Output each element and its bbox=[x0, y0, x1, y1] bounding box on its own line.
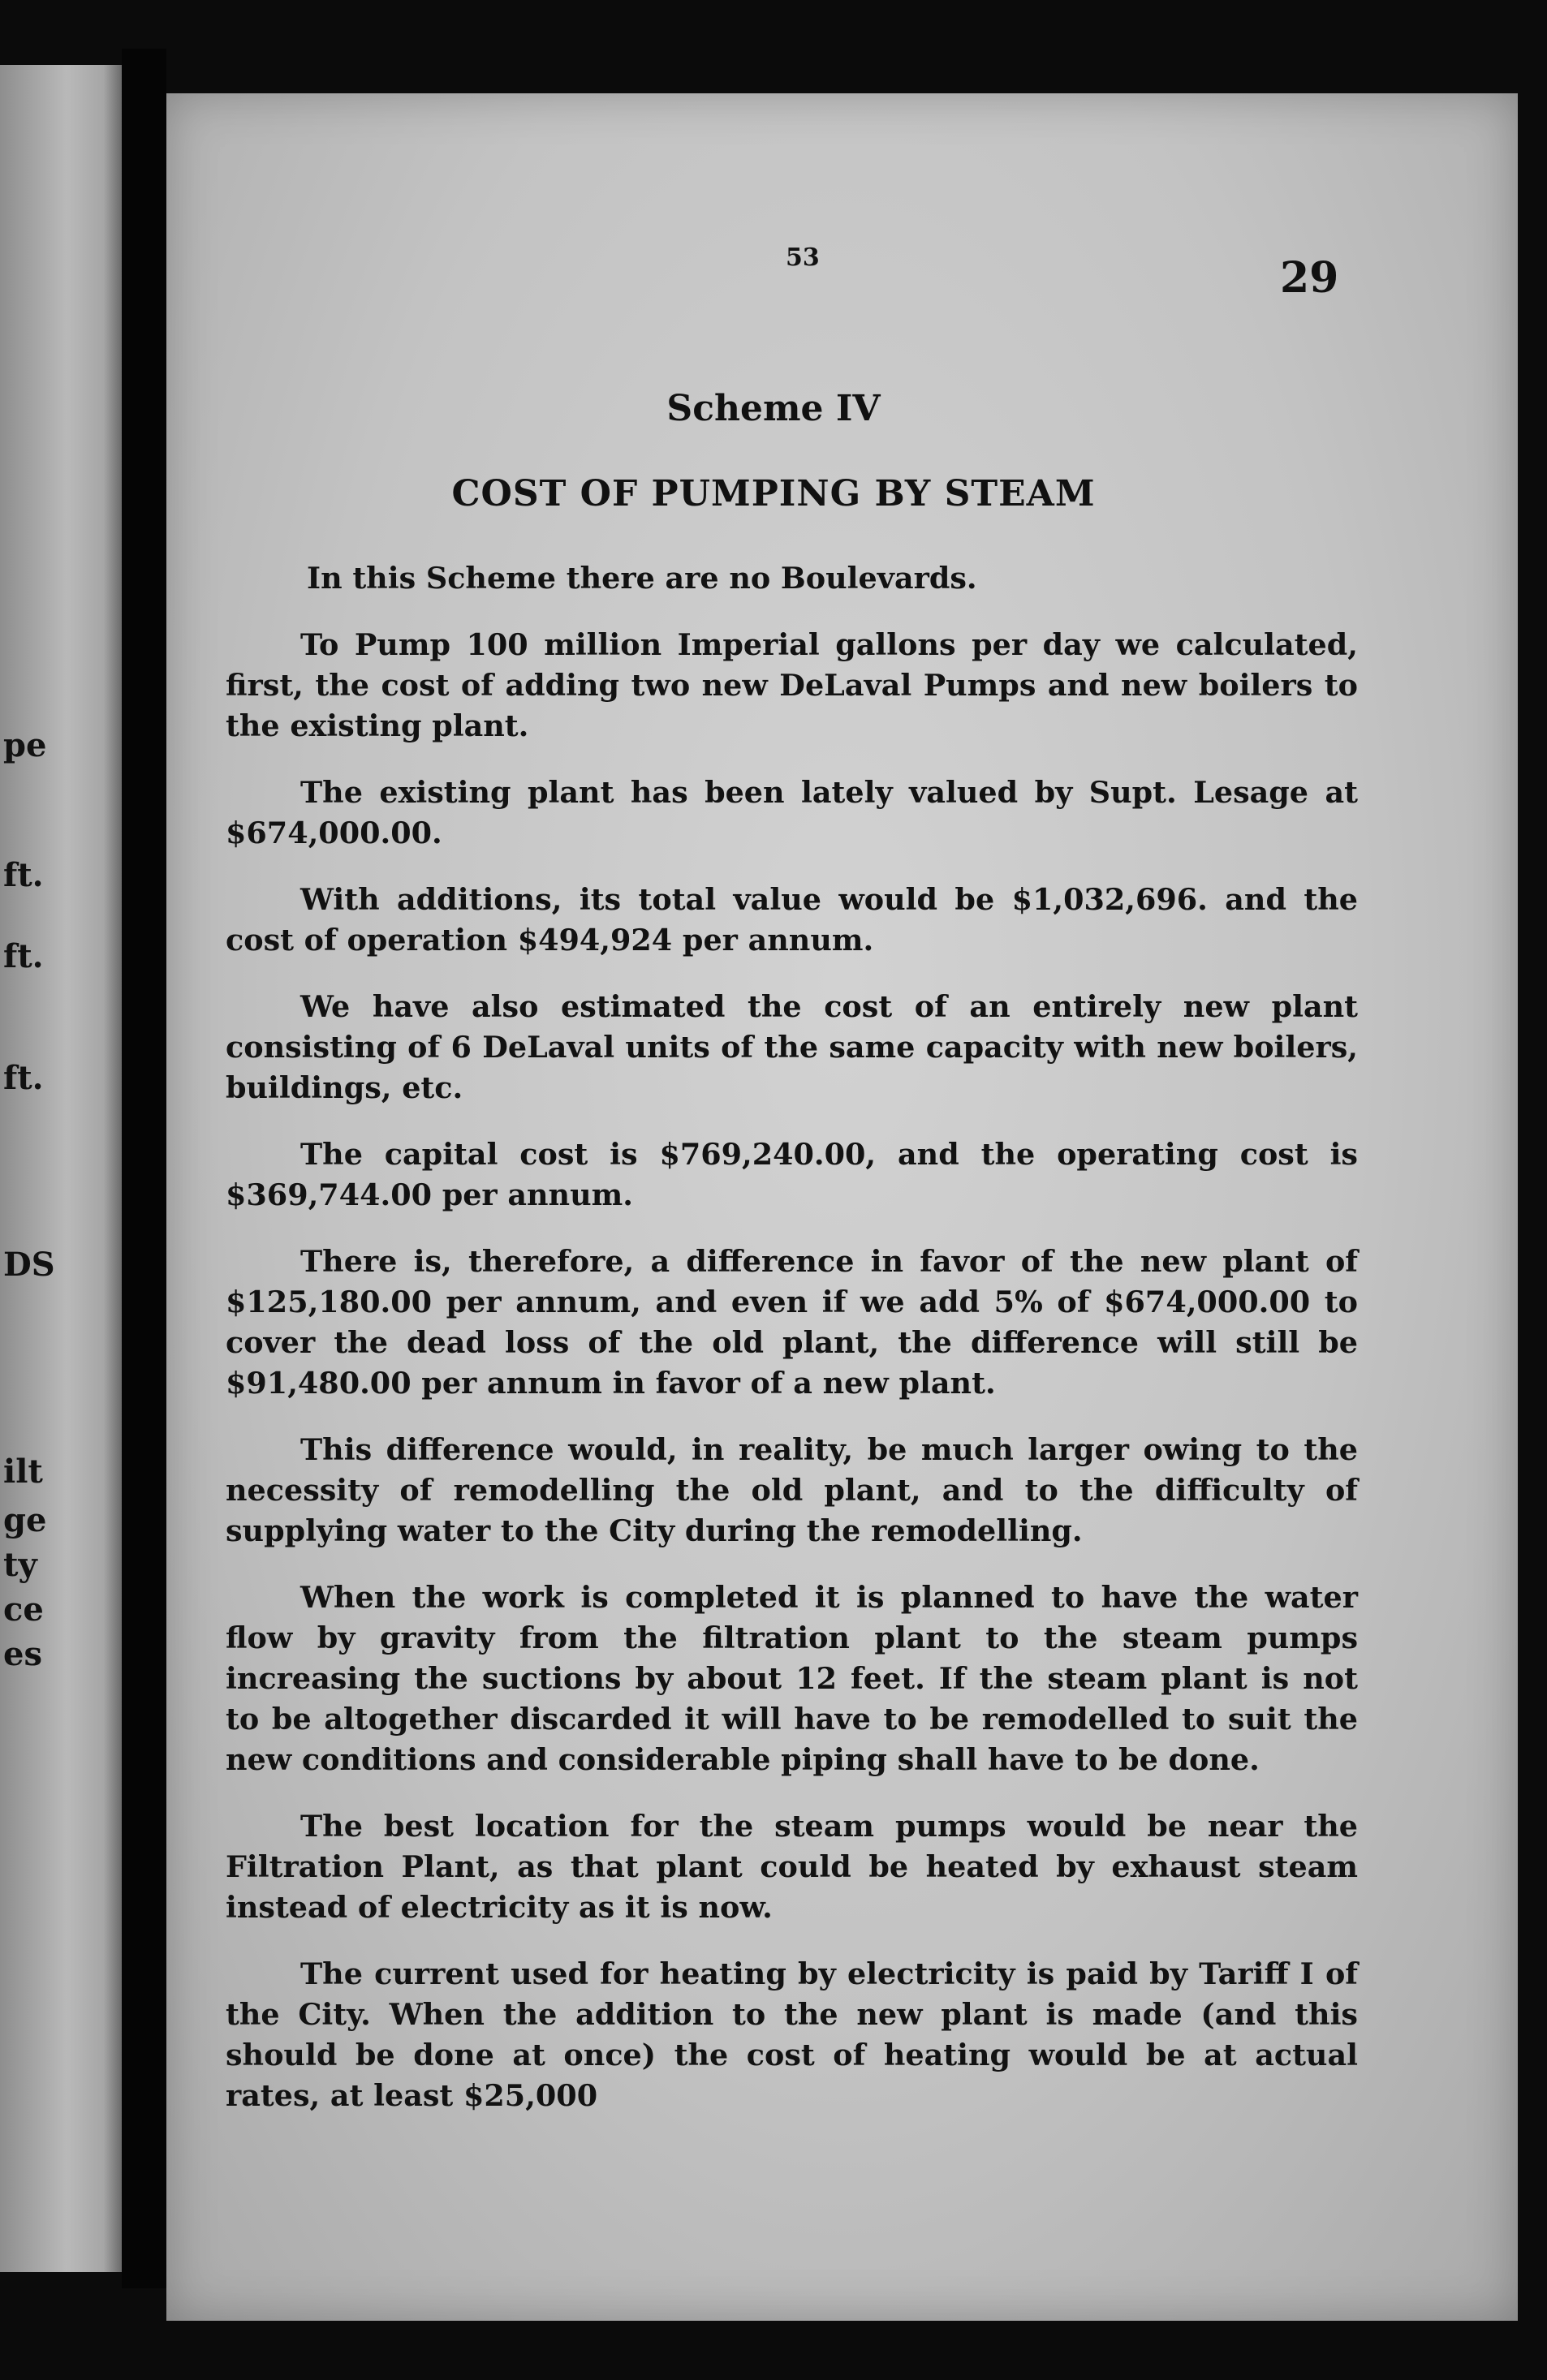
facing-page-fragment: ilt bbox=[3, 1453, 43, 1491]
page-number-center: 53 bbox=[786, 243, 820, 272]
facing-page-fragment: DS bbox=[3, 1246, 55, 1284]
facing-page-fragment: es bbox=[3, 1635, 42, 1673]
paragraph: The best location for the steam pumps would be near the Filtration Plant, as that plant could be heated by exhaust steam instead of electricity as it is now. bbox=[226, 1809, 1358, 1925]
facing-page-fragment: ge bbox=[3, 1501, 47, 1539]
paragraph: This difference would, in reality, be much larger owing to the necessity of remodelling the old plant, and to the difficulty of supplying water to the City during the remodelling. bbox=[226, 1432, 1358, 1548]
facing-page-fragment: ft. bbox=[3, 1059, 44, 1097]
facing-page-fragment: ft. bbox=[3, 937, 44, 975]
paragraph: To Pump 100 million Imperial gallons per day we calculated, first, the cost of adding two new DeLaval Pumps and new boilers to the existing plant. bbox=[226, 627, 1358, 743]
book-gutter bbox=[122, 49, 166, 2288]
body-text bbox=[226, 558, 1358, 2142]
facing-page-fragment: ty bbox=[3, 1546, 37, 1584]
facing-page-fragment: ce bbox=[3, 1590, 44, 1629]
paragraph: In this Scheme there are no Boulevards. bbox=[307, 561, 977, 596]
paragraph: We have also estimated the cost of an entirely new plant consisting of 6 DeLaval units of the same capacity with new boilers, buildings, etc. bbox=[226, 989, 1358, 1105]
paragraph: With additions, its total value would be $1,032,696. and the cost of operation $494,924 per annum. bbox=[226, 882, 1358, 958]
scheme-heading: Scheme IV bbox=[666, 388, 881, 429]
facing-page-fragment: ft. bbox=[3, 856, 44, 894]
page-title: COST OF PUMPING BY STEAM bbox=[451, 473, 1096, 514]
paragraph: There is, therefore, a difference in favor of the new plant of $125,180.00 per annum, and even if we add 5% of $674,000.00 to cover the dead loss of the old plant, the difference will still be $91,480.00 per annum in favor of a new plant. bbox=[226, 1244, 1358, 1401]
page-number-right: 29 bbox=[1280, 253, 1339, 303]
facing-page-fragment: pe bbox=[3, 726, 47, 764]
paragraph: The existing plant has been lately valued by Supt. Lesage at $674,000.00. bbox=[226, 775, 1358, 850]
paragraph: When the work is completed it is planned to have the water flow by gravity from the filtration plant to the steam pumps increasing the suctions by about 12 feet. If the steam plant is not to be altogether discarded it will have to be remodelled to suit the new conditions and considerable piping shall have to be done. bbox=[226, 1580, 1358, 1777]
paragraph: The current used for heating by electricity is paid by Tariff I of the City. When the addition to the new plant is made (and this should be done at once) the cost of heating would be at actual rates, at least $25,000 bbox=[226, 1956, 1358, 2113]
paragraph: The capital cost is $769,240.00, and the operating cost is $369,744.00 per annum. bbox=[226, 1137, 1358, 1212]
